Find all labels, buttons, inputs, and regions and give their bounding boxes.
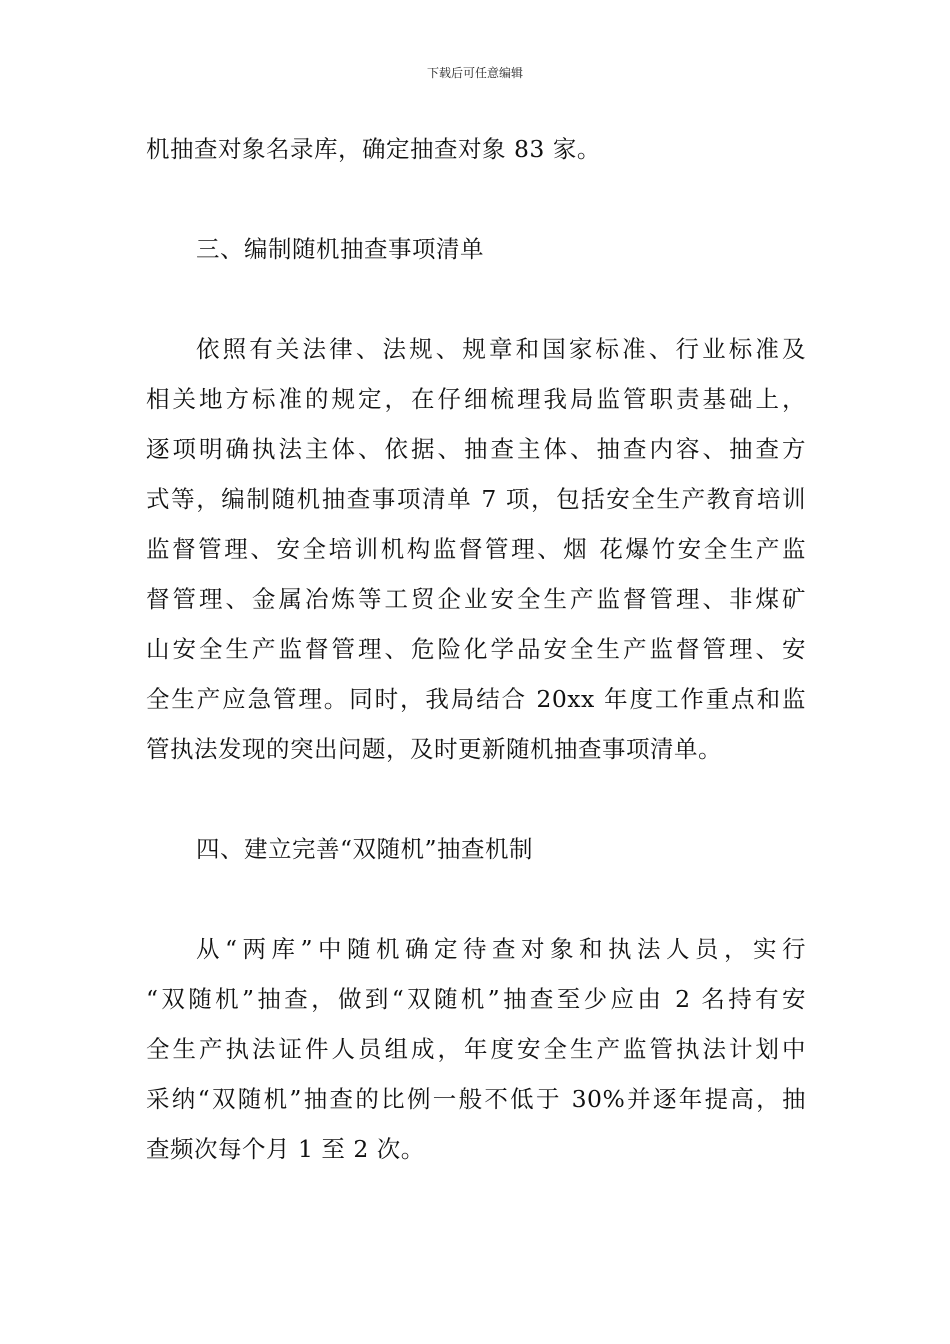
paragraph-line: 逐项明确执法主体、依据、抽查主体、抽查内容、抽查方: [146, 435, 806, 463]
paragraph-line: 查频次每个月 1 至 2 次。: [146, 1135, 425, 1163]
paragraph-line: 机抽查对象名录库，确定抽查对象 83 家。: [146, 135, 601, 163]
paragraph-line: 式等，编制随机抽查事项清单 7 项，包括安全生产教育培训: [146, 485, 806, 513]
paragraph-line: 从“两库”中随机确定待查对象和执法人员，实行: [196, 935, 806, 963]
section-heading-3: 三、编制随机抽查事项清单: [196, 235, 484, 263]
paragraph-line: 山安全生产监督管理、危险化学品安全生产监督管理、安: [146, 635, 806, 663]
section-heading-4: 四、建立完善“双随机”抽查机制: [196, 835, 534, 863]
paragraph-line: 监督管理、安全培训机构监督管理、烟 花爆竹安全生产监: [146, 535, 806, 563]
paragraph-line: “双随机”抽查，做到“双随机”抽查至少应由 2 名持有安: [146, 985, 806, 1013]
paragraph-line: 督管理、金属冶炼等工贸企业安全生产监督管理、非煤矿: [146, 585, 806, 613]
paragraph-line: 采纳“双随机”抽查的比例一般不低于 30%并逐年提高，抽: [146, 1085, 806, 1113]
paragraph-line: 全生产执法证件人员组成，年度安全生产监管执法计划中: [146, 1035, 806, 1063]
paragraph-line: 相关地方标准的规定，在仔细梳理我局监管职责基础上，: [146, 385, 806, 413]
paragraph-line: 依照有关法律、法规、规章和国家标准、行业标准及: [196, 335, 806, 363]
paragraph-line: 全生产应急管理。同时，我局结合 20xx 年度工作重点和监: [146, 685, 806, 713]
page-header-note: 下载后可任意编辑: [426, 66, 523, 80]
paragraph-line: 管执法发现的突出问题，及时更新随机抽查事项清单。: [146, 735, 722, 763]
